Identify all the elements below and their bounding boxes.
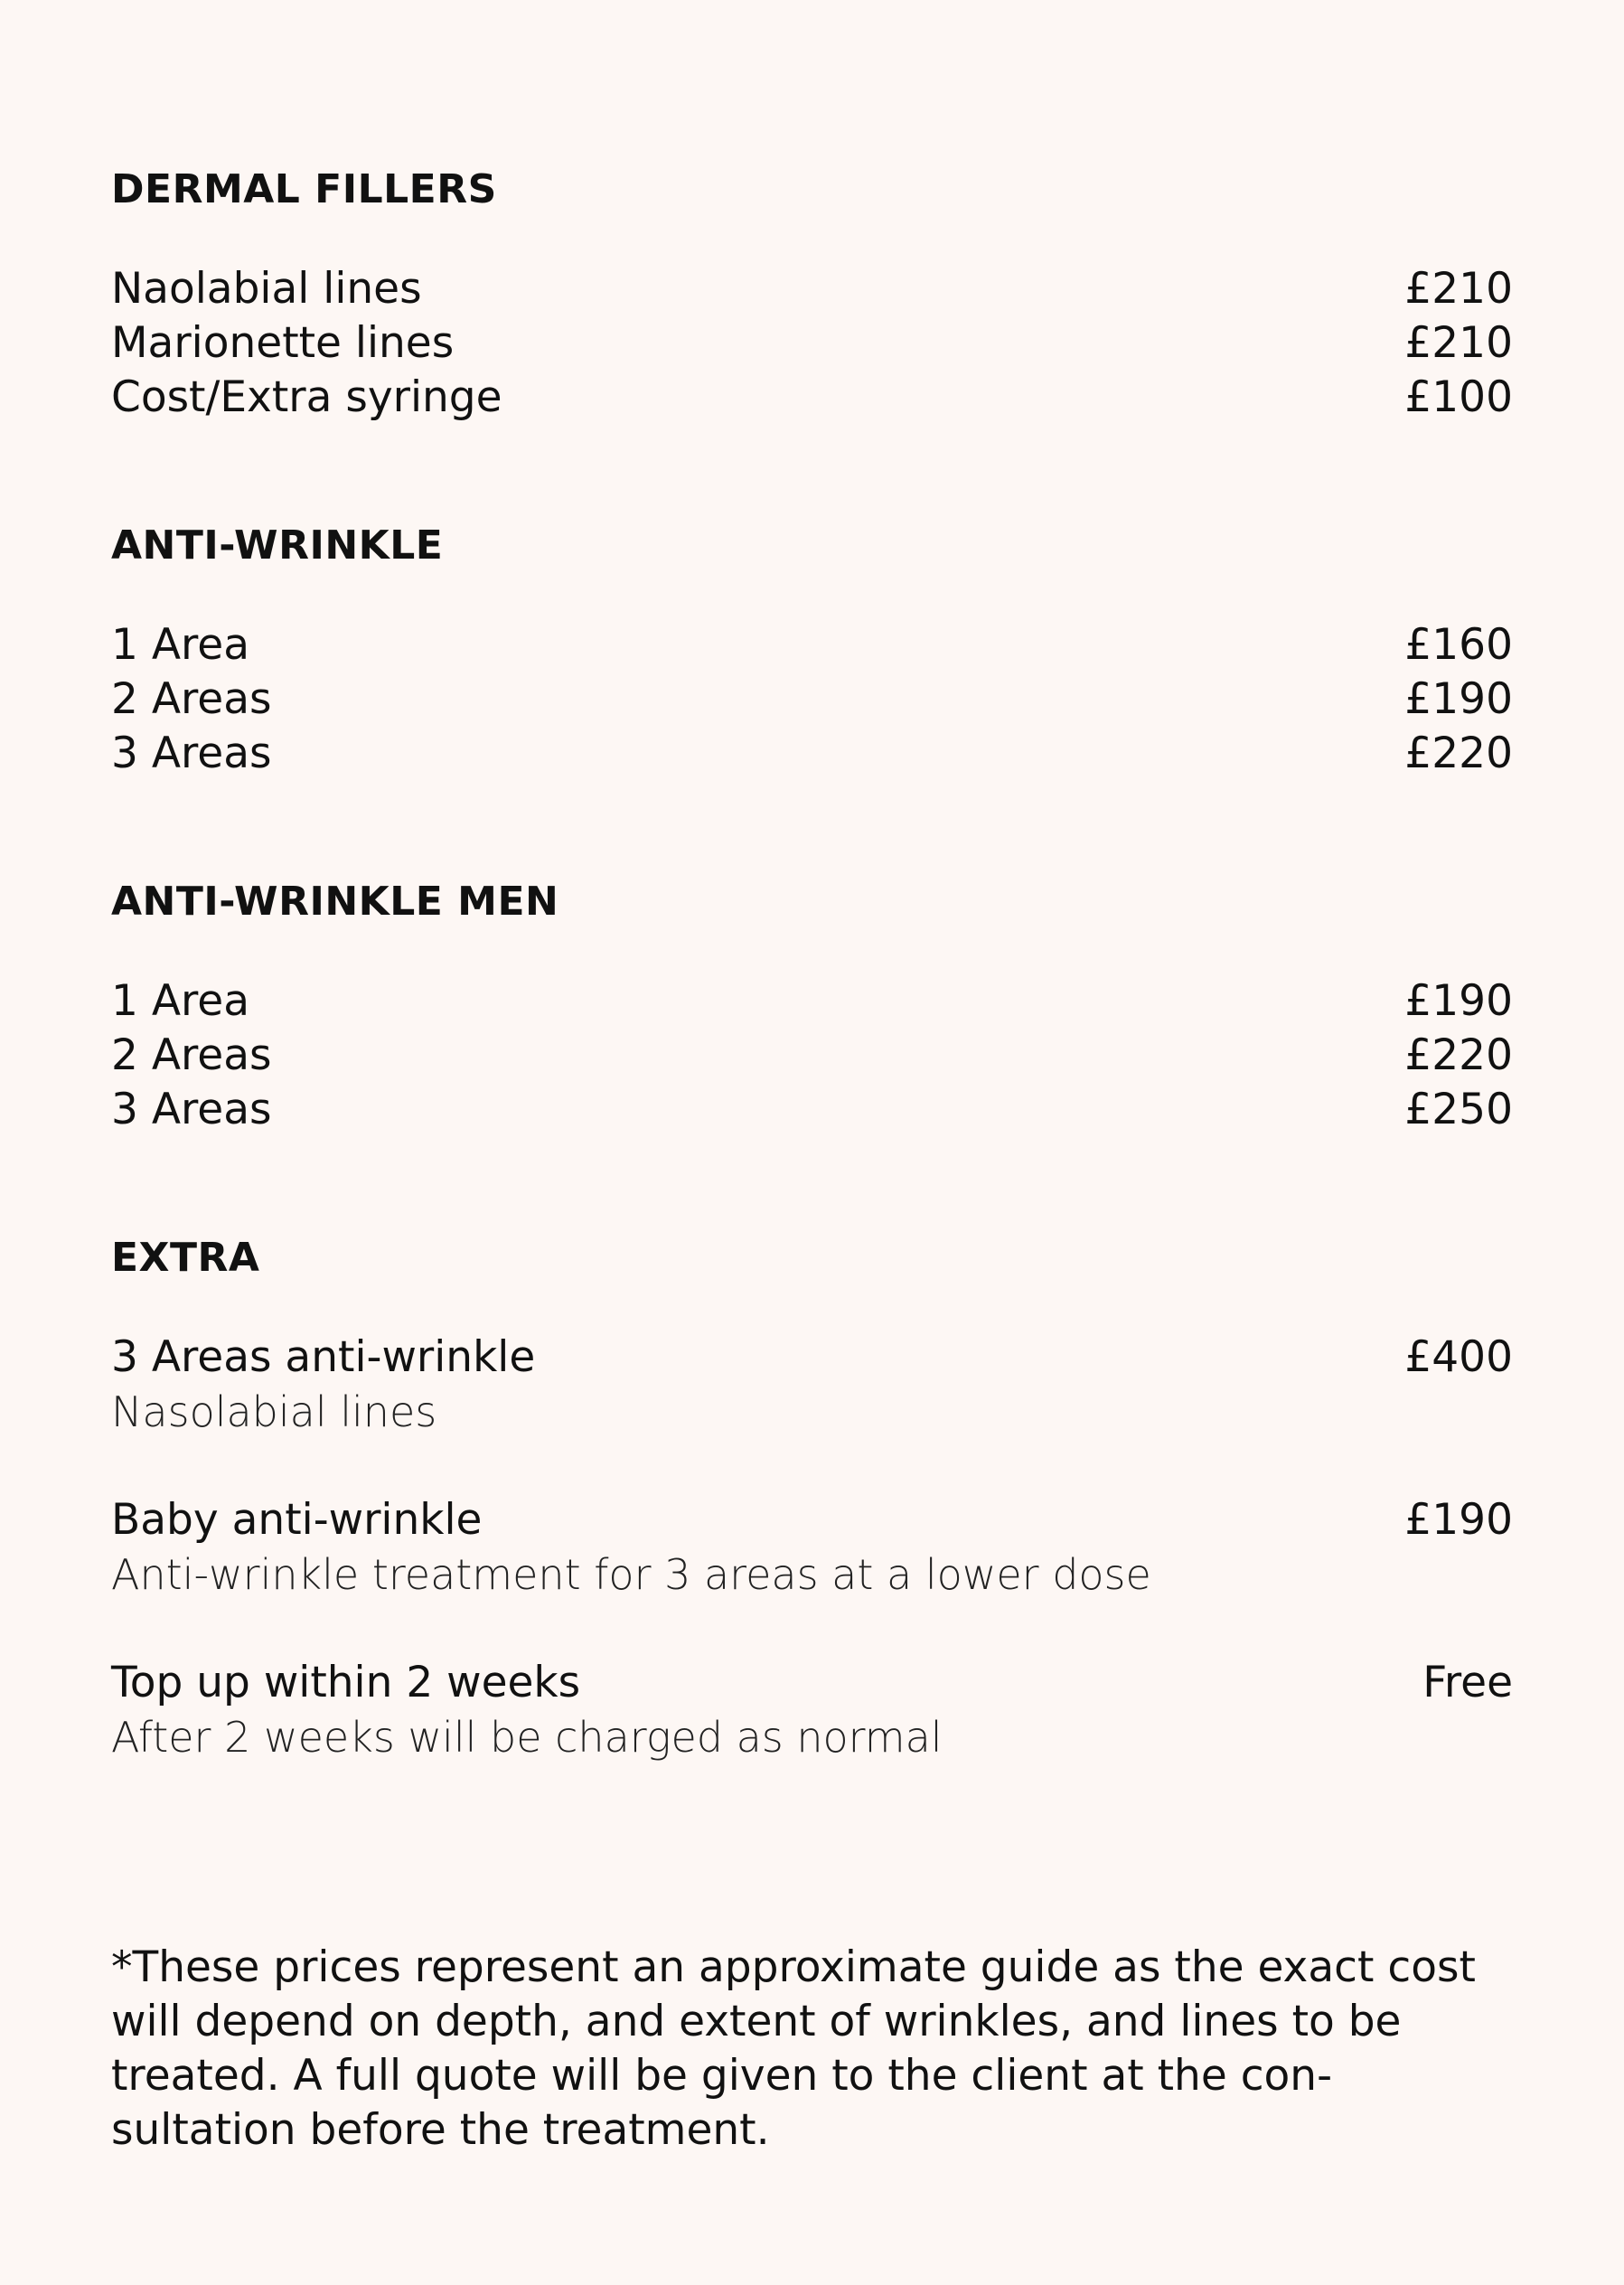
price-row [111, 316, 1513, 371]
item-description: After 2 weeks will be charged as normal [111, 1713, 943, 1762]
item-name: Top up within 2 weeks [111, 1658, 581, 1707]
item-name: 1 Area [111, 976, 250, 1026]
section-anti-wrinkle [111, 519, 1513, 781]
item-name: 3 Areas anti-wrinkle [111, 1332, 536, 1382]
price-disclaimer: *These prices represent an approximate guide as the exact cost will depend on depth, and extent of wrinkles, and lines to be treated. A full quote will be given to the client at the con-sultation before the treatment. [111, 1942, 1476, 2155]
item-description: Anti-wrinkle treatment for 3 areas at a lower dose [111, 1550, 1151, 1599]
item-price: £190 [1404, 1495, 1513, 1545]
item-price: £190 [1404, 674, 1513, 724]
price-row [111, 1493, 1513, 1547]
item-name: Naolabial lines [111, 264, 422, 314]
section-title-anti-wrinkle-men: ANTI-WRINKLE MEN [111, 879, 559, 925]
item-name: 3 Areas [111, 1085, 272, 1134]
section-title-anti-wrinkle: ANTI-WRINKLE [111, 522, 444, 569]
anti-wrinkle-list [111, 618, 1513, 781]
price-row [111, 1083, 1513, 1137]
section-anti-wrinkle-men [111, 875, 1513, 1137]
section-title-dermal-fillers: DERMAL FILLERS [111, 166, 497, 212]
extra-item [111, 1331, 1513, 1439]
item-name: 2 Areas [111, 674, 272, 724]
item-price: £100 [1404, 372, 1513, 422]
item-name: Baby anti-wrinkle [111, 1495, 483, 1545]
extra-item [111, 1656, 1513, 1764]
dermal-fillers-list [111, 262, 1513, 425]
price-row [111, 1656, 1513, 1710]
price-row [111, 672, 1513, 727]
item-price: £210 [1404, 318, 1513, 368]
item-name: 3 Areas [111, 729, 272, 778]
section-extra [111, 1231, 1513, 1819]
item-price: Free [1422, 1658, 1513, 1707]
price-list-page [111, 0, 1513, 2285]
price-row [111, 262, 1513, 316]
item-price: £220 [1404, 729, 1513, 778]
item-price: £220 [1404, 1030, 1513, 1080]
price-row [111, 618, 1513, 672]
extra-list [111, 1331, 1513, 1764]
extra-item [111, 1493, 1513, 1602]
price-row [111, 974, 1513, 1029]
item-price: £190 [1404, 976, 1513, 1026]
section-title-extra: EXTRA [111, 1235, 260, 1281]
price-row [111, 1029, 1513, 1083]
item-price: £400 [1404, 1332, 1513, 1382]
section-dermal-fillers [111, 163, 1513, 425]
item-name: 2 Areas [111, 1030, 272, 1080]
item-price: £210 [1404, 264, 1513, 314]
item-price: £160 [1404, 620, 1513, 670]
item-name: Cost/Extra syringe [111, 372, 502, 422]
item-description: Nasolabial lines [111, 1387, 437, 1436]
price-row [111, 1331, 1513, 1385]
price-row [111, 727, 1513, 781]
anti-wrinkle-men-list [111, 974, 1513, 1137]
item-price: £250 [1404, 1085, 1513, 1134]
item-name: Marionette lines [111, 318, 455, 368]
item-name: 1 Area [111, 620, 250, 670]
price-row [111, 371, 1513, 425]
